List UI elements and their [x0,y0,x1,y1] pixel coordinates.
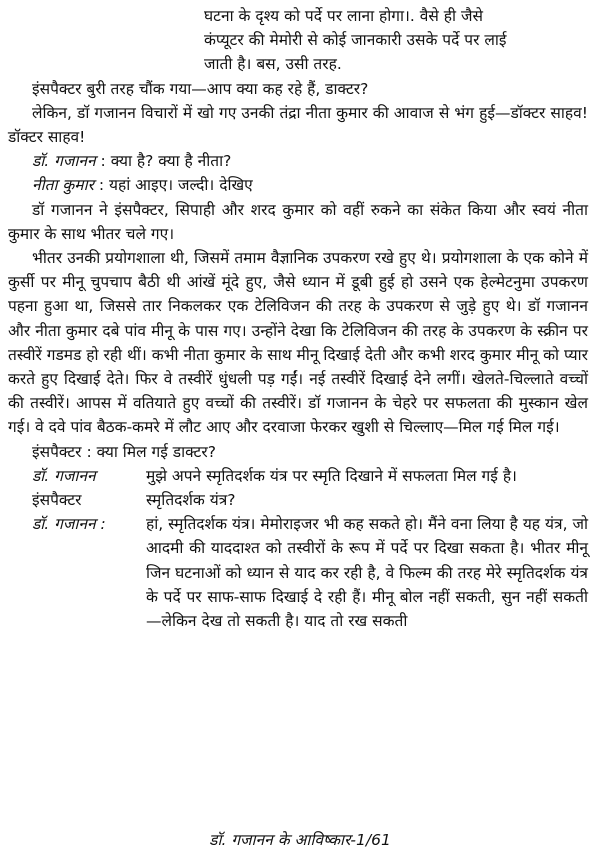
speaker-name: डॉ. गजानन [32,152,96,171]
speaker-name: इंसपैक्टर [32,442,82,461]
continued-text-line-3: जाती है। बस, उसी तरह. [204,55,342,74]
dialogue-inspector-2 [8,488,588,512]
dialogue-neeta-kumar [8,173,588,197]
continued-text-line-1: घटना के दृश्य को पर्दे पर लाना होगा।. वैसे ही जैसे [204,7,483,25]
speaker-name: डॉ. गजानन [32,466,96,485]
speaker-name: इंसपैक्टर [32,491,82,510]
dialogue-dr-gajanan-3 [8,512,588,633]
speaker-name: नीता कुमार [32,176,94,195]
speaker-name: डॉ. गजानन : [32,515,106,534]
page-footer: डॉ. गजानन के आविष्कार-1/61 [209,830,391,849]
dialogue-text: : क्या मिल गई डाक्टर? [86,442,216,461]
dialogue-dr-gajanan-1 [8,149,588,173]
dialogue-text: स्मृतिदर्शक यंत्र? [146,491,236,510]
dialogue-dr-gajanan-2 [8,464,588,488]
dialogue-text: : क्या है? क्या है नीता? [100,152,232,171]
continued-text-line-2: कंप्यूटर की मेमोरी से कोई जानकारी उसके पर्दे पर लाई [204,31,507,50]
dialogue-text: मुझे अपने स्मृतिदर्शक यंत्र पर स्मृति दिखाने में सफलता मिल गई है। [146,466,517,485]
dialogue-text: : यहां आइए। जल्दी। देखिए [98,176,253,195]
paragraph-dr-lost-in-thought: लेकिन, डॉ गजानन विचारों में खो गए उनकी तंद्रा नीता कुमार की आवाज से भंग हुई—डॉक्टर साहव! डॉक्टर साहव! [8,103,588,147]
paragraph-inspector-shocked: इंसपैक्टर बुरी तरह चौंक गया—आप क्या कह रहे हैं, डाक्टर? [32,79,369,98]
paragraph-dr-goes-inside: डॉ गजानन ने इंसपैक्टर, सिपाही और शरद कुमार को वहीं रुकने का संकेत किया और स्वयं नीता कुमार के साथ भीतर चले गए। [8,200,588,243]
paragraph-laboratory-scene: भीतर उनकी प्रयोगशाला थी, जिसमें तमाम वैज्ञानिक उपकरण रखे हुए थे। प्रयोगशाला के एक कोने में कुर्सी पर मीनू चुपचाप बैठी थी आंखें मूंदे हुए, जैसे ध्यान में डूबी हुई हो उसने एक हेल्मेटनुमा उपकरण पहना हुआ था, जिससे तार निकलकर एक टेलिविजन की तरह के उपकरण से जुड़े हुए थे। डॉ गजानन और नीता कुमार दबे पांव मीनू के पास गए। उन्होंने देखा कि टेलिविजन की तरह के उपकरण के स्क्रीन पर तस्वीरें गडमड हो रही थीं। कभी नीता कुमार के साथ मीनू दिखाई देती और कभी शरद कुमार मीनू को प्यार करते हुए दिखाई देते। फिर वे तस्वीरें धुंधली पड़ गईं। नई तस्वीरें दिखाई देने लगीं। खेलते-चिल्लाते वच्चों की तस्वीरें। आपस में वतियाते हुए वच्चों की तस्वीरें। डॉ गजानन के चेहरे पर सफलता की मुस्कान खेल गई। वे दवे पांव बैठक-कमरे में लौट आए और दरवाजा फेरकर खुशी से चिल्लाए—मिल गई मिल गई। [8,249,588,437]
dialogue-inspector-1 [8,440,588,464]
dialogue-text: हां, स्मृतिदर्शक यंत्र। मेमोराइजर भी कह सकते हो। मैंने वना लिया है यह यंत्र, जो आदमी की याददाश्त को तस्वीरों के रूप में पर्दे पर दिखा सकता है। भीतर मीनू जिन घटनाओं को ध्यान से याद कर रही है, वे फिल्म की तरह मेरे स्मृतिदर्शक यंत्र के पर्दे पर साफ-साफ दिखाई दे रही हैं। मीनू बोल नहीं सकती, सुन नहीं सकती—लेकिन देख तो सकती है। याद तो रख सकती [146,515,588,631]
